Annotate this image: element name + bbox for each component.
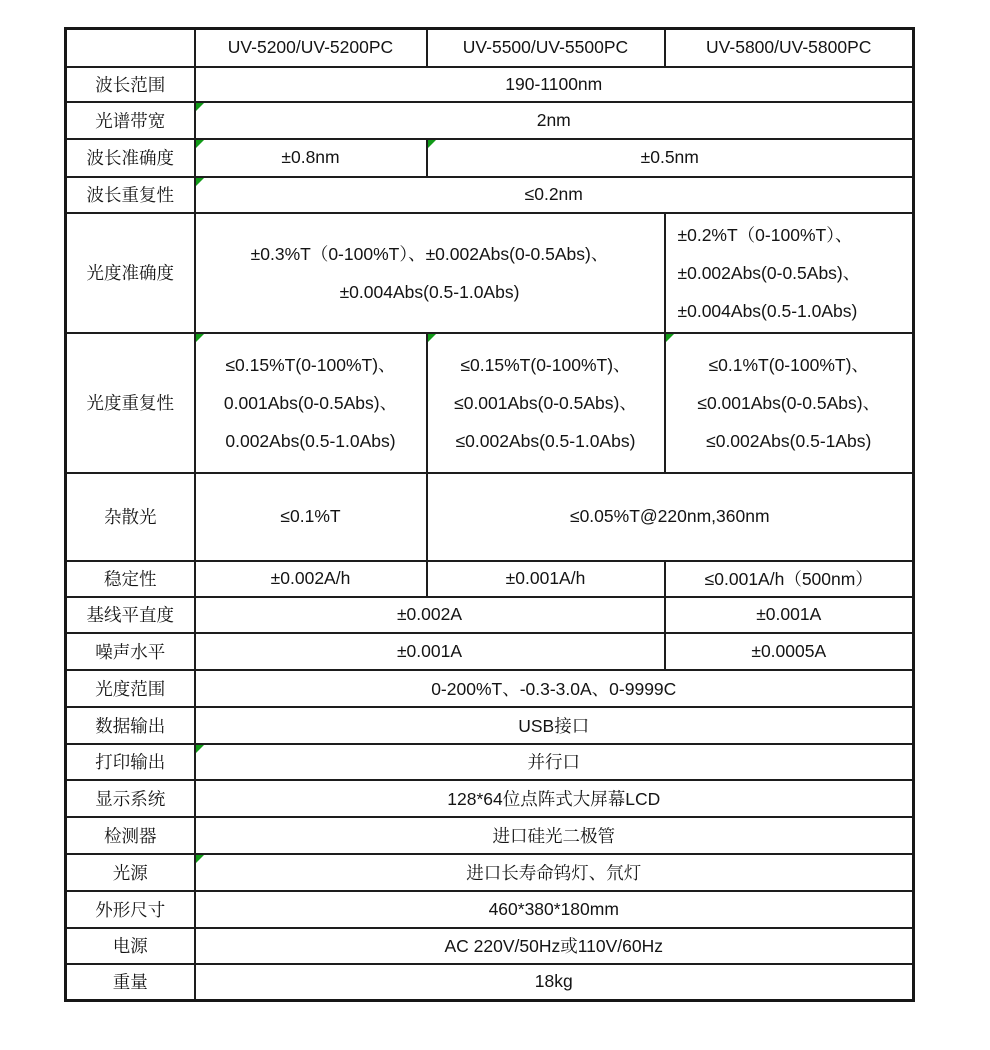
spec-value-cell — [195, 891, 914, 928]
value-line: ±0.2%T（0-100%T）、 — [677, 224, 853, 245]
green-corner-marker-icon — [196, 745, 205, 754]
table-row — [66, 333, 914, 473]
green-corner-marker-icon — [196, 178, 205, 187]
spec-value-cell — [195, 744, 914, 780]
row-label: 重量 — [66, 964, 195, 1001]
row-label: 杂散光 — [66, 473, 195, 561]
value-line: ≤0.001Abs(0-0.5Abs)、 — [697, 392, 881, 413]
green-corner-marker-icon — [196, 140, 205, 149]
header-row — [66, 29, 914, 67]
value-text: AC 220V/50Hz或110V/60Hz — [444, 936, 664, 956]
table-row — [66, 633, 914, 670]
table-row — [66, 817, 914, 854]
spec-value-cell — [195, 597, 665, 633]
product-column-header: UV-5500/UV-5500PC — [427, 29, 665, 67]
value-text: ≤0.2nm — [524, 184, 583, 204]
table-row — [66, 177, 914, 213]
value-text: ±0.8nm — [281, 147, 340, 167]
multiline-value — [202, 235, 658, 311]
spec-value-cell — [665, 213, 914, 333]
table-row — [66, 213, 914, 333]
spec-value-cell — [195, 928, 914, 964]
value-line: 0.001Abs(0-0.5Abs)、 — [223, 392, 398, 413]
value-text: 128*64位点阵式大屏幕LCD — [447, 788, 661, 809]
spec-value-cell — [195, 817, 914, 854]
row-label: 噪声水平 — [66, 633, 195, 670]
table-row — [66, 67, 914, 102]
row-label: 波长准确度 — [66, 139, 195, 177]
green-corner-marker-icon — [428, 334, 437, 343]
table-body — [66, 67, 914, 1001]
value-line: ≤0.002Abs(0.5-1.0Abs) — [455, 430, 636, 451]
product-column-header: UV-5800/UV-5800PC — [665, 29, 914, 67]
value-text: ≤0.001A/h（500nm） — [704, 569, 873, 589]
value-line: ≤0.001Abs(0-0.5Abs)、 — [454, 392, 637, 413]
row-label: 基线平直度 — [66, 597, 195, 633]
spec-value-cell — [195, 561, 427, 597]
value-line: ≤0.15%T(0-100%T)、 — [225, 354, 396, 375]
value-text: ±0.002A/h — [270, 568, 351, 588]
value-text: ≤0.05%T@220nm,360nm — [569, 506, 770, 526]
table-row — [66, 964, 914, 1001]
row-label: 光度范围 — [66, 670, 195, 707]
green-corner-marker-icon — [196, 334, 205, 343]
spec-value-cell — [195, 707, 914, 744]
row-label: 光度准确度 — [66, 213, 195, 333]
row-label: 外形尺寸 — [66, 891, 195, 928]
table-row — [66, 928, 914, 964]
value-text: 进口长寿命钨灯、氘灯 — [466, 862, 642, 883]
spec-value-cell — [195, 177, 914, 213]
value-line: ≤0.1%T(0-100%T)、 — [708, 354, 869, 375]
value-text: 进口硅光二极管 — [492, 825, 615, 846]
spec-value-cell — [665, 633, 914, 670]
spec-value-cell — [427, 333, 665, 473]
spec-value-cell — [195, 139, 427, 177]
spec-value-cell — [195, 213, 665, 333]
row-label: 光源 — [66, 854, 195, 891]
spec-value-cell — [195, 780, 914, 817]
value-text: 190-1100nm — [505, 73, 603, 94]
row-label: 波长范围 — [66, 67, 195, 102]
table-row — [66, 780, 914, 817]
value-text: ±0.5nm — [640, 147, 699, 167]
table-row — [66, 854, 914, 891]
row-label: 电源 — [66, 928, 195, 964]
spec-table — [64, 27, 915, 1002]
value-line: ≤0.15%T(0-100%T)、 — [460, 354, 631, 375]
value-text: ±0.001A/h — [505, 568, 586, 588]
spec-value-cell — [195, 854, 914, 891]
spec-value-cell — [427, 139, 914, 177]
table-row — [66, 597, 914, 633]
table-row — [66, 744, 914, 780]
value-text: 460*380*180mm — [488, 898, 619, 919]
spec-value-cell — [427, 561, 665, 597]
spec-value-cell — [195, 473, 427, 561]
spec-value-cell — [195, 333, 427, 473]
spec-value-cell — [665, 561, 914, 597]
value-text: 2nm — [536, 109, 571, 130]
spec-value-cell — [195, 670, 914, 707]
row-label: 稳定性 — [66, 561, 195, 597]
green-corner-marker-icon — [666, 334, 675, 343]
value-text: USB接口 — [518, 715, 590, 736]
green-corner-marker-icon — [196, 855, 205, 864]
green-corner-marker-icon — [428, 140, 437, 149]
row-label: 光度重复性 — [66, 333, 195, 473]
spec-value-cell — [195, 102, 914, 139]
spec-value-cell — [195, 964, 914, 1001]
row-label: 数据输出 — [66, 707, 195, 744]
multiline-value — [678, 216, 907, 330]
value-text: ±0.002A — [396, 604, 463, 624]
table-row — [66, 102, 914, 139]
corner-cell — [66, 29, 195, 67]
multiline-value — [672, 346, 907, 460]
value-text: 0-200%T、-0.3-3.0A、0-9999C — [431, 678, 677, 699]
value-text: ±0.001A — [396, 640, 463, 661]
spec-value-cell — [427, 473, 914, 561]
value-text: ≤0.1%T — [280, 506, 341, 526]
spec-value-cell — [195, 67, 914, 102]
value-text: 并行口 — [527, 752, 580, 772]
value-line: ±0.3%T（0-100%T）、±0.002Abs(0-0.5Abs)、 — [250, 243, 609, 264]
table-row — [66, 561, 914, 597]
green-corner-marker-icon — [196, 103, 205, 112]
product-column-header: UV-5200/UV-5200PC — [195, 29, 427, 67]
table-row — [66, 891, 914, 928]
spec-value-cell — [665, 597, 914, 633]
table-header — [66, 29, 914, 67]
table-row — [66, 670, 914, 707]
multiline-value — [202, 346, 420, 460]
multiline-value — [434, 346, 658, 460]
row-label: 光谱带宽 — [66, 102, 195, 139]
value-text: ±0.001A — [756, 604, 822, 624]
value-line: ±0.004Abs(0.5-1.0Abs) — [677, 300, 858, 321]
table-row — [66, 707, 914, 744]
row-label: 波长重复性 — [66, 177, 195, 213]
value-line: ±0.002Abs(0-0.5Abs)、 — [677, 262, 861, 283]
value-line: 0.002Abs(0.5-1.0Abs) — [225, 430, 396, 451]
table-row — [66, 473, 914, 561]
row-label: 检测器 — [66, 817, 195, 854]
spec-value-cell — [195, 633, 665, 670]
value-text: 18kg — [534, 971, 573, 992]
value-text: ±0.0005A — [751, 640, 827, 661]
value-line: ±0.004Abs(0.5-1.0Abs) — [339, 281, 520, 302]
spec-value-cell — [665, 333, 914, 473]
value-line: ≤0.002Abs(0.5-1Abs) — [706, 430, 872, 451]
row-label: 打印输出 — [66, 744, 195, 780]
row-label: 显示系统 — [66, 780, 195, 817]
table-row — [66, 139, 914, 177]
